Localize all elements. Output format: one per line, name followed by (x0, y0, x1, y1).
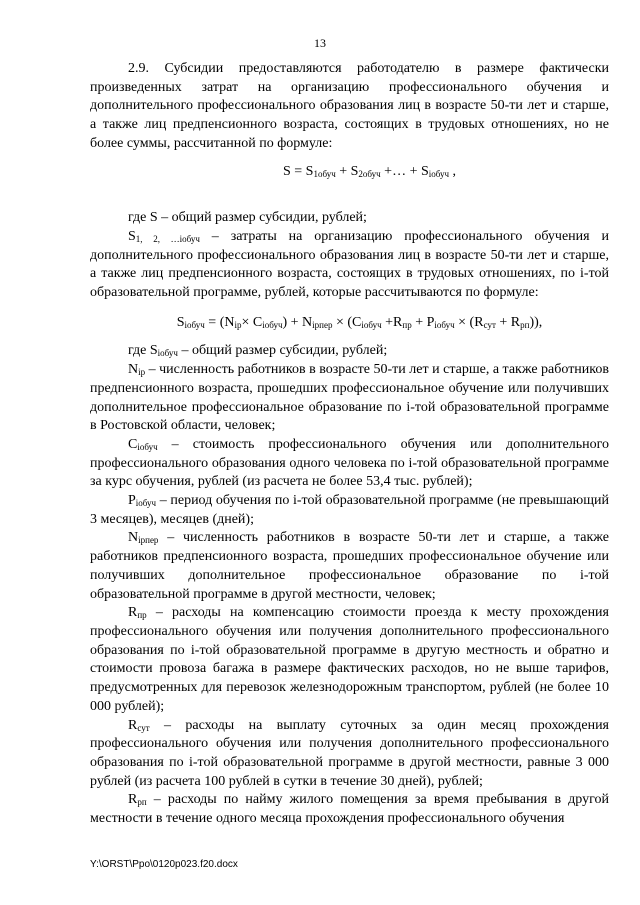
page-number: 13 (314, 36, 326, 50)
definition-R-rp: $R_{рп}$ – расходы по найму жилого помещения за время пребывания в другой местности в течение одного месяца прохождения профессионального обучения (90, 792, 609, 827)
definition-R-pr: $R_{пр}$ – расходы на компенсацию стоимости проезда к месту прохождения профессионального обучения или получения дополнительного профессионального образования по i-той образовательной программе в другую местность и обратно и стоимости провоза багажа в размере фактических расходов, но не выше тарифов, предусмотренных для перевозок железнодорожным транспортом, рублей (не более 10 000 рублей); (90, 605, 609, 714)
definition-S: где S – общий размер субсидии, рублей; (128, 210, 367, 226)
definition-N-ip: $N_{ip}$ – численность работников в возрасте 50-ти лет и старше, а также работников предпенсионного возраста, прошедших профессиональное обучение или получивших дополнительное профессиональное образование по i-той образовательной программе в Ростовской области, человек; (90, 362, 609, 434)
formula-program-cost: $S_{iобуч} = (N_{ip}\times C_{iобуч}) + N_{iрпер} \times (C_{iобуч} +R_{пр} + P_{iобуч} \times (R_{сут} + R_{рп}))$, (176, 314, 543, 330)
definition-P-iobuch: $P_{iобуч}$ – период обучения по i-той образовательной программе (не превышающий 3 месяцев), месяцев (дней); (90, 493, 609, 527)
footer-file-path: Y:\ORST\Ppo\0120p023.f20.docx (90, 859, 238, 870)
definition-C-iobuch: $C_{iобуч}$ – стоимость профессионального обучения или дополнительного профессионального образования одного человека по i-той образовательной программе за курс обучения, рублей (из расчета не более 53,4 тыс. рублей); (90, 436, 609, 490)
definition-S-iobuch: где $S_{iобуч}$ – общий размер субсидии, рублей; (128, 343, 388, 359)
definition-R-sut: $R_{сут}$ – расходы на выплату суточных за один месяц прохождения профессионального обучения или получения дополнительного профессионального образования по i-той образовательной программе в другой местности, равные 3 000 рублей (из расчета 100 рублей в сутки в течение 30 дней), рублей; (90, 717, 609, 789)
paragraph-2-9: 2.9. Субсидии предоставляются работодателю в размере фактически произведенных затрат на организацию профессионального обучения и дополнительного профессионального образования лиц в возрасте 50-ти лет и старше, а также лиц предпенсионного возраста, состоящих в трудовых отношениях, но не более суммы, рассчитанной по формуле: (90, 61, 609, 151)
formula-total-subsidy: $S = S_{1обуч} + S_{2обуч}$ +… + $S_{iобуч}$ , (282, 163, 457, 179)
definition-S-i: $S_{1, 2, \dots iобуч}$ – затраты на организацию профессионального обучения и дополнительного профессионального образования лиц в возрасте 50-ти лет и старше, а также лиц предпенсионного возраста, состоящих в трудовых отношениях, по i-той образовательной программе, рублей, которые рассчитываются по формуле: (90, 228, 609, 301)
document-body (90, 60, 609, 829)
definition-N-irper: $N_{iрпер}$ – численность работников в возрасте 50-ти лет и старше, а также работников предпенсионного возраста, прошедших профессиональное обучение или получивших дополнительное профессиональное образование по i-той образовательной программе в другой местности, человек; (90, 530, 609, 602)
